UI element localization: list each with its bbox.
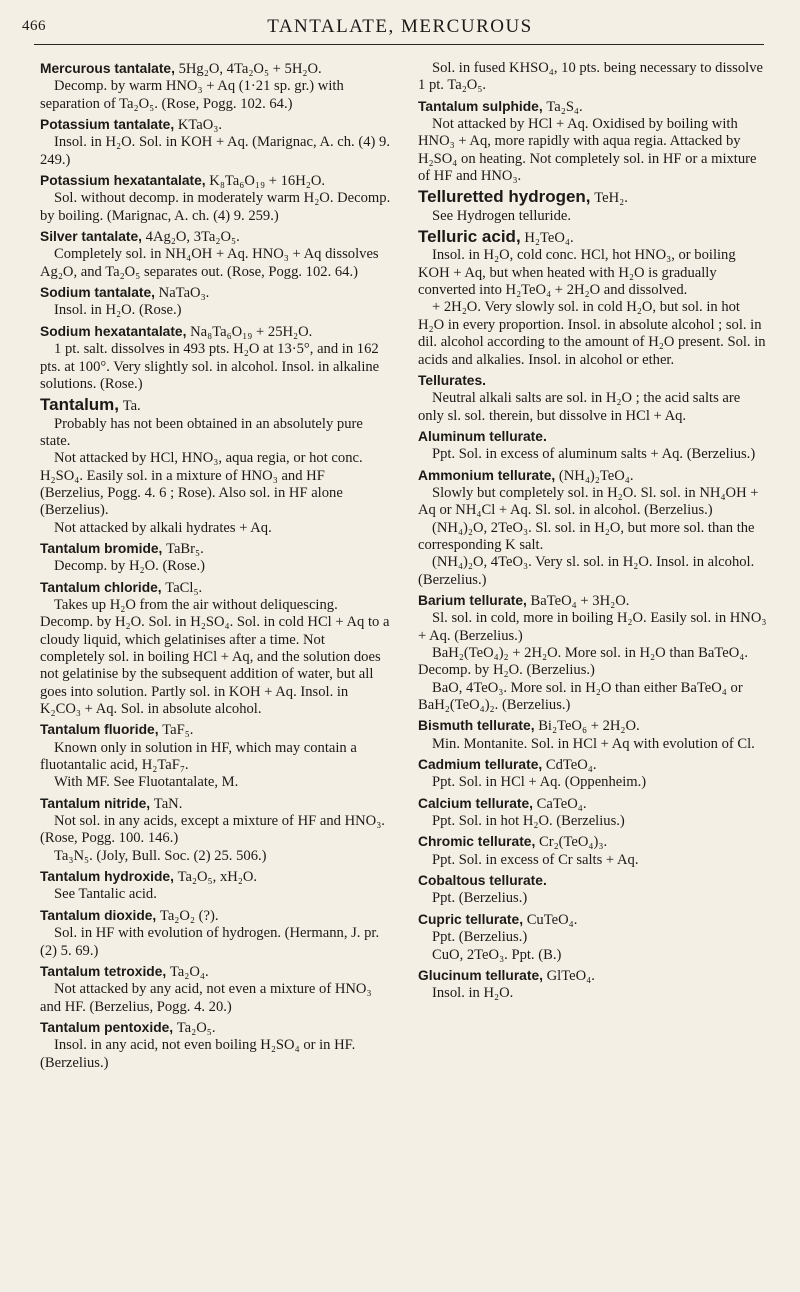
entry-text: CuO, 2TeO₃. Ppt. (B.) bbox=[432, 946, 562, 963]
entry-text: Probably has not been obtained in an absolutely pure state. bbox=[40, 415, 363, 449]
entry-formula: Na₈Ta₆O₁₉ + 25H₂O. bbox=[190, 323, 313, 340]
entry-heading bbox=[40, 172, 392, 190]
entry-title: Tantalum chloride, bbox=[40, 579, 162, 595]
entry-heading bbox=[40, 579, 392, 597]
entry-formula: Cr₂(TeO₄)₃. bbox=[538, 834, 608, 851]
entry-text: + 2H₂O. Very slowly sol. in cold H₂O, but sol. in hot H₂O in every proportion. Insol. in absolute alcohol ; sol. in dil. alcohol according to the amount of H₂O present. Sol. in acids and alkalies. Insol. in alcohol or ether. bbox=[418, 299, 766, 368]
entry-title: Silver tantalate, bbox=[40, 229, 142, 245]
entry bbox=[418, 467, 768, 589]
entry-title: Sodium hexatantalate, bbox=[40, 323, 187, 339]
entry bbox=[418, 188, 768, 225]
entry bbox=[418, 872, 768, 908]
entry-title: Cupric tellurate, bbox=[418, 911, 524, 927]
entry-formula: CaTeO₄. bbox=[536, 795, 587, 812]
entry-heading bbox=[418, 717, 768, 735]
entry-formula: GlTeO₄. bbox=[546, 967, 595, 984]
entry-formula: TaBr₅. bbox=[166, 540, 204, 557]
entry-formula: TaN. bbox=[153, 795, 183, 812]
entry-title: Sodium tantalate, bbox=[40, 285, 155, 301]
entry bbox=[40, 396, 392, 537]
entry-text: (NH₄)₂O, 2TeO₃. Sl. sol. in H₂O, but more sol. than the corresponding K salt. bbox=[418, 519, 755, 553]
entry-text: Sol. in fused KHSO₄, 10 pts. being necessary to dissolve 1 pt. Ta₂O₅. bbox=[418, 60, 763, 94]
entry-title: Tellurates. bbox=[418, 372, 486, 388]
entry-title: Calcium tellurate, bbox=[418, 795, 534, 811]
entry-text: Not attacked by any acid, not even a mixture of HNO₃ and HF. (Berzelius, Pogg. 4. 20.) bbox=[40, 981, 372, 1015]
entry-text: Known only in solution in HF, which may contain a fluotantalic acid, H₂TaF₇. bbox=[40, 739, 357, 774]
entry-title: Ammonium tellurate, bbox=[418, 467, 556, 483]
entry-heading bbox=[40, 116, 392, 134]
entry-text: 1 pt. salt. dissolves in 493 pts. H₂O at 13·5°, and in 162 pts. at 100°. Very slightly sol. in alcohol. Insol. in alkaline solutions. (Rose.) bbox=[40, 341, 380, 392]
entry-title: Potassium tantalate, bbox=[40, 117, 175, 133]
entry-title: Potassium hexatantalate, bbox=[40, 173, 206, 189]
entry-text: See Hydrogen telluride. bbox=[432, 207, 572, 224]
entry-text: Not attacked by alkali hydrates + Aq. bbox=[54, 519, 272, 536]
entry-text: Not sol. in any acids, except a mixture of HF and HNO₃. (Rose, Pogg. 100. 146.) bbox=[40, 813, 385, 847]
entry-text: Not attacked by HCl, HNO₃, aqua regia, or hot conc. H₂SO₄. Easily sol. in a mixture of HNO₃ and HF (Berzelius, Pogg. 4. 6 ; Rose). Also sol. in HF alone (Berzelius). bbox=[40, 450, 363, 519]
entry-text: Ppt. Sol. in excess of aluminum salts + Aq. (Berzelius.) bbox=[432, 446, 756, 463]
entry bbox=[40, 116, 392, 169]
entry-heading bbox=[418, 756, 768, 774]
entry-heading bbox=[40, 963, 392, 981]
entry-heading bbox=[40, 721, 392, 739]
entry-formula: 4Ag₂O, 3Ta₂O₅. bbox=[145, 229, 240, 246]
entry bbox=[40, 907, 392, 960]
entry-heading bbox=[40, 284, 392, 302]
entry-title: Tantalum pentoxide, bbox=[40, 1019, 174, 1035]
entry-text: (NH₄)₂O, 4TeO₃. Very sl. sol. in H₂O. Insol. in alcohol. (Berzelius.) bbox=[418, 554, 755, 588]
entry-heading bbox=[418, 795, 768, 813]
entry-heading bbox=[40, 323, 392, 341]
entry-title: Tantalum hydroxide, bbox=[40, 869, 174, 885]
entry-title: Telluretted hydrogen, bbox=[418, 187, 591, 207]
entry bbox=[40, 868, 392, 904]
entry-text: Decomp. by warm HNO₃ + Aq (1·21 sp. gr.) with separation of Ta₂O₅. (Rose, Pogg. 102. 64.) bbox=[40, 78, 344, 112]
entry-title: Mercurous tantalate, bbox=[40, 61, 175, 76]
right-column bbox=[418, 60, 768, 1006]
entry-title: Glucinum tellurate, bbox=[418, 967, 543, 983]
entry-formula: Ta₂O₅, xH₂O. bbox=[177, 869, 258, 886]
entry-heading bbox=[418, 833, 768, 851]
entry-title: Cadmium tellurate, bbox=[418, 757, 543, 773]
entry-title: Telluric acid, bbox=[418, 227, 521, 247]
entry-heading bbox=[40, 540, 392, 558]
entry-formula: TaCl₅. bbox=[165, 579, 203, 596]
entry bbox=[40, 60, 392, 113]
entry-text: Sol. without decomp. in moderately warm H₂O. Decomp. by boiling. (Marignac, A. ch. (4) 9. 259.) bbox=[40, 190, 391, 224]
entry bbox=[418, 228, 768, 369]
entry-heading bbox=[40, 1019, 392, 1037]
entry-heading bbox=[418, 872, 768, 890]
entry-heading bbox=[40, 396, 392, 415]
entry-text: Decomp. by H₂O. (Rose.) bbox=[54, 558, 205, 575]
entry-text: Sol. in HF with evolution of hydrogen. (Hermann, J. pr. (2) 5. 69.) bbox=[40, 925, 380, 959]
entry-heading bbox=[418, 372, 768, 390]
entry bbox=[418, 967, 768, 1003]
entry bbox=[418, 795, 768, 831]
entry bbox=[418, 717, 768, 753]
entry-heading bbox=[418, 467, 768, 485]
entry-heading bbox=[40, 228, 392, 246]
entry bbox=[418, 756, 768, 792]
entry-text: Ppt. Sol. in excess of Cr salts + Aq. bbox=[432, 851, 639, 868]
entry-text: Neutral alkali salts are sol. in H₂O ; the acid salts are only sl. sol. therein, but dissolve in HCl + Aq. bbox=[418, 390, 741, 424]
entry bbox=[40, 284, 392, 320]
entry bbox=[40, 795, 392, 865]
entry-formula: Ta₂S₄. bbox=[546, 98, 583, 115]
entry-formula: Bi₂TeO₆ + 2H₂O. bbox=[538, 718, 640, 735]
entry-title: Chromic tellurate, bbox=[418, 834, 536, 850]
entry-title: Tantalum tetroxide, bbox=[40, 963, 167, 979]
entry-text: Not attacked by HCl + Aq. Oxidised by boiling with HNO₃ + Aq, more rapidly with aqua regia. Attacked by H₂SO₄ on heating. Not completely sol. in HF or a mixture of HF and HNO₃. bbox=[418, 116, 757, 185]
entry-title: Tantalum, bbox=[40, 395, 120, 415]
entry-title: Barium tellurate, bbox=[418, 592, 527, 608]
entry bbox=[40, 228, 392, 281]
entry-formula: H₂TeO₄. bbox=[524, 230, 574, 247]
entry-formula: Ta₂O₄. bbox=[169, 963, 209, 980]
entry bbox=[418, 98, 768, 186]
entry-title: Tantalum nitride, bbox=[40, 795, 151, 811]
entry-heading bbox=[418, 188, 768, 207]
entry bbox=[418, 372, 768, 425]
entry-text: Insol. in H₂O, cold conc. HCl, hot HNO₃, or boiling KOH + Aq, but when heated with H₂O is gradually converted into H₂TeO₄ + 2H₂O and dissolved. bbox=[418, 247, 736, 299]
entry-text: Insol. in H₂O. (Rose.) bbox=[54, 302, 182, 319]
entry-heading bbox=[40, 868, 392, 886]
entry-text: Ppt. Sol. in HCl + Aq. (Oppenheim.) bbox=[432, 774, 647, 791]
entry-heading bbox=[418, 592, 768, 610]
entry-formula: K₈Ta₆O₁₉ + 16H₂O. bbox=[209, 173, 326, 190]
entry bbox=[40, 540, 392, 576]
entry-title: Cobaltous tellurate. bbox=[418, 873, 547, 889]
entry-text: Slowly but completely sol. in H₂O. Sl. sol. in NH₄OH + Aq or NH₄Cl + Aq. Sl. sol. in alcohol. (Berzelius.) bbox=[418, 484, 759, 519]
entry-formula: BaTeO₄ + 3H₂O. bbox=[530, 592, 630, 609]
entry bbox=[40, 963, 392, 1016]
entry-title: Aluminum tellurate. bbox=[418, 428, 547, 444]
entry bbox=[40, 172, 392, 225]
entry-formula: CuTeO₄. bbox=[526, 911, 578, 928]
entry-text: Min. Montanite. Sol. in HCl + Aq with evolution of Cl. bbox=[432, 735, 755, 752]
entry-formula: Ta. bbox=[122, 398, 141, 415]
entry bbox=[40, 579, 392, 719]
entry-heading bbox=[418, 428, 768, 446]
entry-title: Tantalum sulphide, bbox=[418, 98, 543, 114]
entry-heading bbox=[418, 967, 768, 985]
entry bbox=[418, 911, 768, 964]
entry bbox=[418, 592, 768, 714]
entry bbox=[40, 721, 392, 791]
entry-text: Ppt. (Berzelius.) bbox=[432, 929, 528, 946]
left-column bbox=[40, 60, 392, 1075]
entry-text: Ppt. Sol. in hot H₂O. (Berzelius.) bbox=[432, 813, 625, 830]
entry-title: Tantalum bromide, bbox=[40, 540, 163, 556]
entry-text: Completely sol. in NH₄OH + Aq. HNO₃ + Aq dissolves Ag₂O, and Ta₂O₅ separates out. (Rose, Pogg. 102. 64.) bbox=[40, 246, 379, 280]
entry-text: Sl. sol. in cold, more in boiling H₂O. Easily sol. in HNO₃ + Aq. (Berzelius.) bbox=[418, 610, 767, 644]
entry-title: Bismuth tellurate, bbox=[418, 718, 535, 734]
entry-formula: KTaO₃. bbox=[177, 117, 223, 134]
entry-formula: 5Hg₂O, 4Ta₂O₅ + 5H₂O. bbox=[178, 61, 322, 77]
entry-title: Tantalum dioxide, bbox=[40, 907, 157, 923]
entry-text: Takes up H₂O from the air without deliquescing. Decomp. by H₂O. Sol. in H₂SO₄. Sol. in cold HCl + Aq to a cloudy liquid, which gelatinises after a time. Not completely sol. in boiling HCl + Aq, and the solution does not gelatinise by the subsequent addition of water, but all goes into solution. Partly sol. in KOH + Aq. Insol. in K₂CO₃ + Aq. Sol. in absolute alcohol. bbox=[40, 596, 390, 718]
entry bbox=[418, 833, 768, 869]
entry-formula: NaTaO₃. bbox=[158, 285, 210, 302]
entry-formula: TaF₅. bbox=[162, 722, 194, 739]
entry-text: Ppt. (Berzelius.) bbox=[432, 890, 528, 907]
entry-heading bbox=[40, 907, 392, 925]
entry-heading bbox=[418, 911, 768, 929]
entry-text: BaH₂(TeO₄)₂ + 2H₂O. More sol. in H₂O than BaTeO₄. Decomp. by H₂O. (Berzelius.) bbox=[418, 645, 748, 679]
running-head: TANTALATE, MERCUROUS bbox=[267, 16, 533, 37]
entry-text: See Tantalic acid. bbox=[54, 886, 157, 903]
entry-text: Insol. in H₂O. Sol. in KOH + Aq. (Marignac, A. ch. (4) 9. 249.) bbox=[40, 134, 390, 168]
entry-formula: Ta₂O₂ (?). bbox=[159, 907, 219, 924]
header-rule bbox=[34, 44, 764, 45]
entry-formula: Ta₂O₅. bbox=[176, 1019, 216, 1036]
entry-heading bbox=[40, 795, 392, 813]
entry-formula: CdTeO₄. bbox=[545, 757, 597, 774]
entry-text: Insol. in H₂O. bbox=[432, 985, 514, 1002]
entry-title: Tantalum fluoride, bbox=[40, 722, 159, 738]
entry-text: With MF. See Fluotantalate, M. bbox=[54, 774, 239, 791]
entry-heading bbox=[418, 228, 768, 247]
page-number: 466 bbox=[22, 18, 46, 34]
entry-formula: (NH₄)₂TeO₄. bbox=[558, 467, 634, 484]
entry bbox=[40, 1019, 392, 1072]
entry bbox=[418, 428, 768, 464]
entry bbox=[40, 323, 392, 393]
entry bbox=[418, 60, 768, 95]
entry-formula: TeH₂. bbox=[594, 190, 628, 207]
entry-heading bbox=[418, 98, 768, 116]
entry-text: Ta₃N₅. (Joly, Bull. Soc. (2) 25. 506.) bbox=[54, 847, 267, 864]
entry-text: Insol. in any acid, not even boiling H₂SO₄ or in HF. (Berzelius.) bbox=[40, 1037, 356, 1071]
entry-text: BaO, 4TeO₃. More sol. in H₂O than either BaTeO₄ or BaH₂(TeO₄)₂. (Berzelius.) bbox=[418, 679, 743, 714]
entry-heading bbox=[40, 60, 392, 78]
